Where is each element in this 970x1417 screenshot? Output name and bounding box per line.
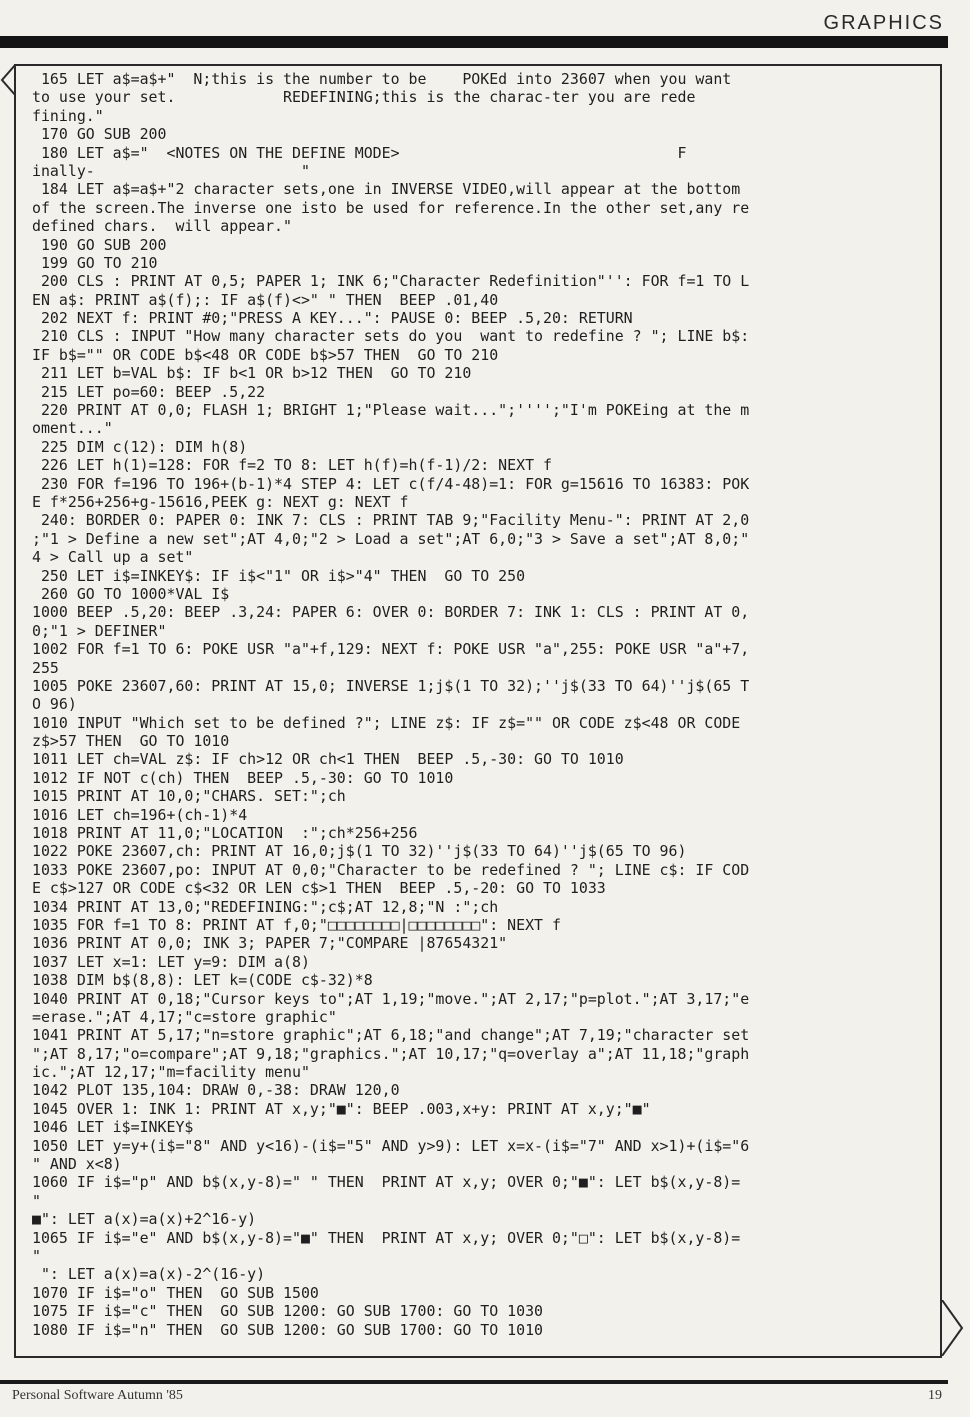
code-line: 190 GO SUB 200 xyxy=(32,235,167,254)
footer-publication: Personal Software Autumn '85 xyxy=(12,1388,183,1403)
basic-listing xyxy=(32,70,932,1339)
code-line: 1075 IF i$="c" THEN GO SUB 1200: GO SUB 1700: GO TO 1030 xyxy=(32,1302,544,1321)
code-line: 1035 FOR f=1 TO 8: PRINT AT f,0;"□□□□□□□□|□□□□□□□□": NEXT f xyxy=(32,915,561,934)
code-line: 1011 LET ch=VAL z$: IF ch>12 OR ch<1 THEN BEEP .5,-30: GO TO 1010 xyxy=(32,750,624,769)
code-line: z$>57 THEN GO TO 1010 xyxy=(32,732,230,751)
code-line: 1000 BEEP .5,20: BEEP .3,24: PAPER 6: OVER 0: BORDER 7: INK 1: CLS : PRINT AT 0, xyxy=(32,603,750,622)
code-line: 1002 FOR f=1 TO 6: POKE USR "a"+f,129: NEXT f: POKE USR "a",255: POKE USR "a"+7, xyxy=(32,640,750,659)
code-line: 1018 PRINT AT 11,0;"LOCATION :";ch*256+256 xyxy=(32,824,418,843)
code-line: 180 LET a$=" <NOTES ON THE DEFINE MODE> F xyxy=(32,143,687,162)
code-line: 1015 PRINT AT 10,0;"CHARS. SET:";ch xyxy=(32,787,346,806)
code-line: 1065 IF i$="e" AND b$(x,y-8)="■" THEN PRINT AT x,y; OVER 0;"□": LET b$(x,y-8)= xyxy=(32,1228,741,1247)
code-line: to use your set. REDEFINING;this is the charac-ter you are rede xyxy=(32,88,696,107)
code-line: ;"1 > Define a new set";AT 4,0;"2 > Load a set";AT 6,0;"3 > Save a set";AT 8,0;" xyxy=(32,529,750,548)
code-line: 1070 IF i$="o" THEN GO SUB 1500 xyxy=(32,1283,319,1302)
code-line: 170 GO SUB 200 xyxy=(32,125,167,144)
code-line: 1045 OVER 1: INK 1: PRINT AT x,y;"■": BEEP .003,x+y: PRINT AT x,y;"■" xyxy=(32,1099,651,1118)
code-line: 255 xyxy=(32,658,59,677)
top-rule xyxy=(0,36,948,48)
footer-page-number: 19 xyxy=(928,1388,942,1403)
bottom-rule xyxy=(0,1380,948,1384)
code-line: 1042 PLOT 135,104: DRAW 0,-38: DRAW 120,0 xyxy=(32,1081,400,1100)
code-line: 225 DIM c(12): DIM h(8) xyxy=(32,437,248,456)
code-line: of the screen.The inverse one isto be used for reference.In the other set,any re xyxy=(32,198,750,217)
code-line: 260 GO TO 1000*VAL I$ xyxy=(32,584,230,603)
code-line: 1046 LET i$=INKEY$ xyxy=(32,1118,194,1137)
code-line: IF b$="" OR CODE b$<48 OR CODE b$>57 THEN GO TO 210 xyxy=(32,345,499,364)
code-line: 1038 DIM b$(8,8): LET k=(CODE c$-32)*8 xyxy=(32,971,373,990)
code-line: 1060 IF i$="p" AND b$(x,y-8)=" " THEN PRINT AT x,y; OVER 0;"■": LET b$(x,y-8)= xyxy=(32,1173,741,1192)
code-line: =erase.";AT 4,17;"c=store graphic" xyxy=(32,1007,337,1026)
code-line: O 96) xyxy=(32,695,77,714)
code-line: 200 CLS : PRINT AT 0,5; PAPER 1; INK 6;"Character Redefinition"'': FOR f=1 TO L xyxy=(32,272,750,291)
code-line: 199 GO TO 210 xyxy=(32,253,158,272)
code-line: 240: BORDER 0: PAPER 0: INK 7: CLS : PRINT TAB 9;"Facility Menu-": PRINT AT 2,0 xyxy=(32,511,750,530)
code-line: " xyxy=(32,1191,41,1210)
code-line: 1022 POKE 23607,ch: PRINT AT 16,0;j$(1 TO 32)''j$(33 TO 64)''j$(65 TO 96) xyxy=(32,842,687,861)
code-line: 202 NEXT f: PRINT #0;"PRESS A KEY...": PAUSE 0: BEEP .5,20: RETURN xyxy=(32,309,633,328)
code-line: 211 LET b=VAL b$: IF b<1 OR b>12 THEN GO TO 210 xyxy=(32,364,472,383)
code-line: oment..." xyxy=(32,419,113,438)
code-line: 1012 IF NOT c(ch) THEN BEEP .5,-30: GO TO 1010 xyxy=(32,768,454,787)
code-line: 1040 PRINT AT 0,18;"Cursor keys to";AT 1,19;"move.";AT 2,17;"p=plot.";AT 3,17;"e xyxy=(32,989,750,1008)
code-line: 1080 IF i$="n" THEN GO SUB 1200: GO SUB 1700: GO TO 1010 xyxy=(32,1320,544,1339)
code-line: E c$>127 OR CODE c$<32 OR LEN c$>1 THEN BEEP .5,-20: GO TO 1033 xyxy=(32,879,606,898)
code-line: fining." xyxy=(32,106,104,125)
code-line: 230 FOR f=196 TO 196+(b-1)*4 STEP 4: LET c(f/4-48)=1: FOR g=15616 TO 16383: POK xyxy=(32,474,750,493)
code-line: 1037 LET x=1: LET y=9: DIM a(8) xyxy=(32,952,310,971)
code-line: inally- " xyxy=(32,161,310,180)
section-title: GRAPHICS xyxy=(823,12,944,34)
frame-tab-right xyxy=(940,1300,964,1356)
code-line: 1016 LET ch=196+(ch-1)*4 xyxy=(32,805,248,824)
code-line: ■": LET a(x)=a(x)+2^16-y) xyxy=(32,1210,257,1229)
code-line: EN a$: PRINT a$(f);: IF a$(f)<>" " THEN BEEP .01,40 xyxy=(32,290,499,309)
code-line: 1034 PRINT AT 13,0;"REDEFINING:";c$;AT 12,8;"N :";ch xyxy=(32,897,499,916)
code-line: 1005 POKE 23607,60: PRINT AT 15,0; INVERSE 1;j$(1 TO 32);''j$(33 TO 64)''j$(65 T xyxy=(32,676,750,695)
code-line: 4 > Call up a set" xyxy=(32,548,194,567)
code-line: " xyxy=(32,1247,41,1265)
code-line: 215 LET po=60: BEEP .5,22 xyxy=(32,382,266,401)
code-line: E f*256+256+g-15616,PEEK g: NEXT g: NEXT f xyxy=(32,492,409,511)
frame-tab-left xyxy=(0,64,16,104)
code-line: 1036 PRINT AT 0,0; INK 3; PAPER 7;"COMPARE |87654321" xyxy=(32,934,508,953)
code-line: 226 LET h(1)=128: FOR f=2 TO 8: LET h(f)=h(f-1)/2: NEXT f xyxy=(32,456,552,475)
code-line: 0;"1 > DEFINER" xyxy=(32,621,167,640)
code-line: 1041 PRINT AT 5,17;"n=store graphic";AT 6,18;"and change";AT 7,19;"character set xyxy=(32,1026,750,1045)
code-line: 250 LET i$=INKEY$: IF i$<"1" OR i$>"4" THEN GO TO 250 xyxy=(32,566,526,585)
code-line: 1033 POKE 23607,po: INPUT AT 0,0;"Character to be redefined ? "; LINE c$: IF COD xyxy=(32,860,750,879)
code-line: 1050 LET y=y+(i$="8" AND y<16)-(i$="5" AND y>9): LET x=x-(i$="7" AND x>1)+(i$="6 xyxy=(32,1136,750,1155)
code-line: 184 LET a$=a$+"2 character sets,one in INVERSE VIDEO,will appear at the bottom xyxy=(32,180,741,199)
code-line: " AND x<8) xyxy=(32,1155,122,1174)
code-line: defined chars. will appear." xyxy=(32,217,292,236)
code-line: 165 LET a$=a$+" N;this is the number to be POKEd into 23607 when you want xyxy=(32,70,732,88)
code-line: ";AT 8,17;"o=compare";AT 9,18;"graphics.";AT 10,17;"q=overlay a";AT 11,18;"graph xyxy=(32,1044,750,1063)
code-line: 210 CLS : INPUT "How many character sets do you want to redefine ? "; LINE b$: xyxy=(32,327,750,346)
code-line: ic.";AT 12,17;"m=facility menu" xyxy=(32,1063,310,1082)
code-line: ": LET a(x)=a(x)-2^(16-y) xyxy=(32,1265,266,1284)
code-line: 1010 INPUT "Which set to be defined ?"; LINE z$: IF z$="" OR CODE z$<48 OR CODE xyxy=(32,713,741,732)
code-line: 220 PRINT AT 0,0; FLASH 1; BRIGHT 1;"Please wait...";'''';"I'm POKEing at the m xyxy=(32,401,750,420)
